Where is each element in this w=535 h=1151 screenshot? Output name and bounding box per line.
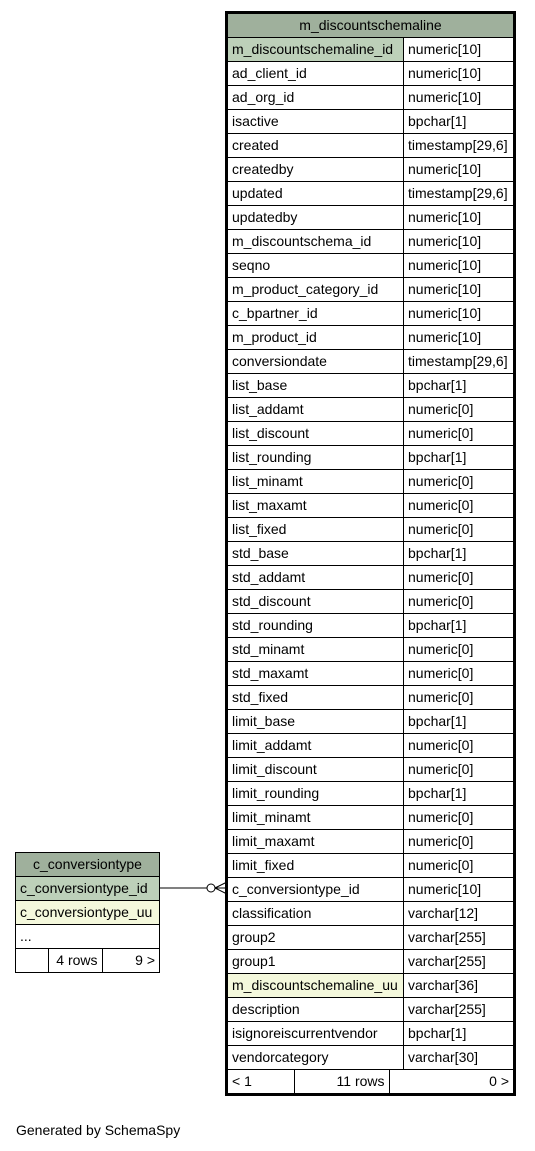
table-row	[227, 638, 515, 662]
column-name: ad_client_id	[227, 62, 404, 86]
column-name: std_maxamt	[227, 662, 404, 686]
column-type: numeric[0]	[404, 422, 515, 446]
column-type: bpchar[1]	[404, 374, 515, 398]
table-row	[227, 494, 515, 518]
table-row	[227, 662, 515, 686]
table-row	[227, 470, 515, 494]
table-footer	[227, 1070, 515, 1095]
table-title: m_discountschemaline	[227, 13, 515, 38]
table-row	[227, 38, 515, 62]
column-name: limit_discount	[227, 758, 404, 782]
column-type: numeric[0]	[404, 854, 515, 878]
table-row	[227, 854, 515, 878]
table-row	[227, 254, 515, 278]
column-name: group1	[227, 950, 404, 974]
children-count: 0 >	[489, 1073, 509, 1089]
column-type: numeric[0]	[404, 518, 515, 542]
table-row	[227, 926, 515, 950]
table-row	[227, 182, 515, 206]
column-type: numeric[10]	[404, 302, 515, 326]
column-type: varchar[36]	[404, 974, 515, 998]
column-type: numeric[0]	[404, 494, 515, 518]
footer-cell	[227, 1070, 515, 1095]
table-row	[16, 925, 160, 949]
column-name: classification	[227, 902, 404, 926]
table-row	[227, 542, 515, 566]
column-name: ...	[16, 925, 160, 949]
table-row	[227, 278, 515, 302]
column-type: varchar[12]	[404, 902, 515, 926]
table-row	[227, 782, 515, 806]
column-type: numeric[0]	[404, 662, 515, 686]
column-type: numeric[0]	[404, 470, 515, 494]
column-name: std_fixed	[227, 686, 404, 710]
column-name: m_discountschema_id	[227, 230, 404, 254]
column-type: timestamp[29,6]	[404, 182, 515, 206]
table-m-discountschemaline	[225, 11, 516, 1096]
column-name: c_conversiontype_uu	[16, 901, 160, 925]
column-type: bpchar[1]	[404, 710, 515, 734]
table-row	[227, 830, 515, 854]
column-type: numeric[10]	[404, 62, 515, 86]
table-row	[227, 614, 515, 638]
column-type: varchar[255]	[404, 998, 515, 1022]
column-name: updatedby	[227, 206, 404, 230]
table-row	[227, 566, 515, 590]
zero-marker	[207, 884, 215, 892]
table-footer	[16, 949, 160, 973]
column-type: numeric[0]	[404, 398, 515, 422]
column-name: createdby	[227, 158, 404, 182]
column-type: numeric[0]	[404, 806, 515, 830]
column-name: std_addamt	[227, 566, 404, 590]
table-row	[227, 110, 515, 134]
column-name: list_maxamt	[227, 494, 404, 518]
column-type: numeric[10]	[404, 326, 515, 350]
column-name: m_discountschemaline_id	[227, 38, 404, 62]
column-type: varchar[255]	[404, 926, 515, 950]
column-name: m_discountschemaline_uu	[227, 974, 404, 998]
table-row	[227, 902, 515, 926]
column-name: group2	[227, 926, 404, 950]
column-name: limit_rounding	[227, 782, 404, 806]
column-name: limit_base	[227, 710, 404, 734]
column-name: m_product_category_id	[227, 278, 404, 302]
column-name: conversiondate	[227, 350, 404, 374]
table-row	[227, 158, 515, 182]
table-row	[227, 686, 515, 710]
column-type: numeric[10]	[404, 206, 515, 230]
column-name: isignoreiscurrentvendor	[227, 1022, 404, 1046]
column-name: std_rounding	[227, 614, 404, 638]
table-row	[227, 398, 515, 422]
table-row	[227, 518, 515, 542]
column-name: list_base	[227, 374, 404, 398]
column-type: bpchar[1]	[404, 110, 515, 134]
column-type: bpchar[1]	[404, 614, 515, 638]
column-type: bpchar[1]	[404, 446, 515, 470]
column-name: created	[227, 134, 404, 158]
column-name: description	[227, 998, 404, 1022]
table-c-conversiontype	[15, 852, 160, 973]
column-type: numeric[0]	[404, 758, 515, 782]
table-row	[227, 422, 515, 446]
table-row	[227, 878, 515, 902]
column-name: c_conversiontype_id	[227, 878, 404, 902]
column-type: numeric[10]	[404, 878, 515, 902]
table-header	[16, 853, 160, 877]
table-row	[227, 1046, 515, 1070]
column-type: numeric[10]	[404, 38, 515, 62]
column-type: numeric[10]	[404, 278, 515, 302]
table-header	[227, 13, 515, 38]
column-name: list_discount	[227, 422, 404, 446]
column-type: numeric[0]	[404, 830, 515, 854]
column-type: bpchar[1]	[404, 1022, 515, 1046]
column-type: numeric[0]	[404, 566, 515, 590]
column-name: std_discount	[227, 590, 404, 614]
row-count: 4 rows	[48, 949, 102, 972]
table-row	[227, 230, 515, 254]
table-row	[227, 998, 515, 1022]
table-row	[227, 350, 515, 374]
column-type: numeric[10]	[404, 86, 515, 110]
column-name: list_rounding	[227, 446, 404, 470]
table-row	[227, 974, 515, 998]
column-name: updated	[227, 182, 404, 206]
table-row	[227, 446, 515, 470]
column-name: list_fixed	[227, 518, 404, 542]
table-row	[227, 134, 515, 158]
column-name: isactive	[227, 110, 404, 134]
footer-cell	[16, 949, 160, 973]
table-row	[227, 734, 515, 758]
column-type: varchar[255]	[404, 950, 515, 974]
column-name: limit_fixed	[227, 854, 404, 878]
column-name: seqno	[227, 254, 404, 278]
column-name: c_bpartner_id	[227, 302, 404, 326]
table-row	[227, 62, 515, 86]
column-name: limit_addamt	[227, 734, 404, 758]
table-row	[227, 590, 515, 614]
column-name: limit_minamt	[227, 806, 404, 830]
table-row	[227, 302, 515, 326]
column-name: std_base	[227, 542, 404, 566]
column-name: m_product_id	[227, 326, 404, 350]
table-row	[227, 86, 515, 110]
column-type: numeric[0]	[404, 590, 515, 614]
column-name: c_conversiontype_id	[16, 877, 160, 901]
column-type: numeric[10]	[404, 230, 515, 254]
table-title: c_conversiontype	[16, 853, 160, 877]
parents-count: < 1	[228, 1070, 294, 1093]
column-type: timestamp[29,6]	[404, 350, 515, 374]
table-row	[227, 206, 515, 230]
column-type: numeric[10]	[404, 254, 515, 278]
table-row	[16, 901, 160, 925]
table-row	[227, 1022, 515, 1046]
table-row	[227, 710, 515, 734]
table-row	[16, 877, 160, 901]
table-row	[227, 806, 515, 830]
column-type: bpchar[1]	[404, 542, 515, 566]
column-name: vendorcategory	[227, 1046, 404, 1070]
column-type: timestamp[29,6]	[404, 134, 515, 158]
column-name: ad_org_id	[227, 86, 404, 110]
table-row	[227, 326, 515, 350]
column-name: list_minamt	[227, 470, 404, 494]
table-row	[227, 374, 515, 398]
table-row	[227, 950, 515, 974]
column-type: numeric[0]	[404, 686, 515, 710]
column-name: list_addamt	[227, 398, 404, 422]
table-row	[227, 758, 515, 782]
column-type: bpchar[1]	[404, 782, 515, 806]
column-type: numeric[0]	[404, 638, 515, 662]
column-name: std_minamt	[227, 638, 404, 662]
column-type: numeric[10]	[404, 158, 515, 182]
row-count: 11 rows	[294, 1070, 389, 1093]
column-name: limit_maxamt	[227, 830, 404, 854]
column-type: numeric[0]	[404, 734, 515, 758]
column-type: varchar[30]	[404, 1046, 515, 1070]
generated-by-credit: Generated by SchemaSpy	[16, 1122, 181, 1138]
children-count: 9 >	[135, 952, 155, 968]
parents-count	[16, 949, 48, 972]
